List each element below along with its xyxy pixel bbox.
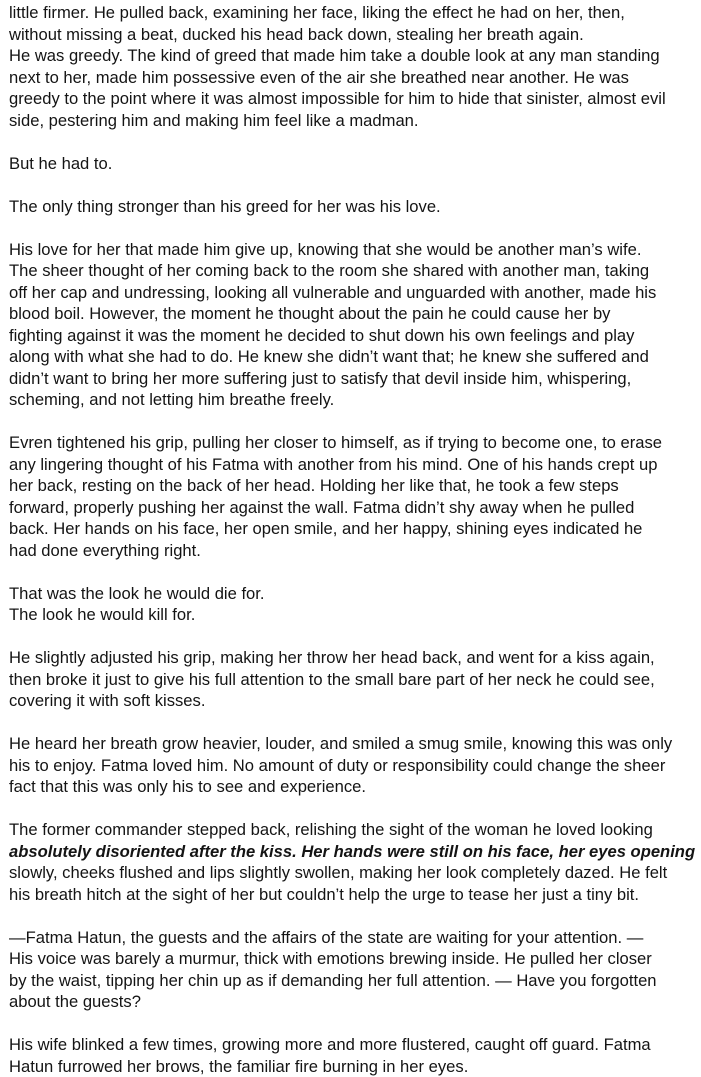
text-line (9, 239, 699, 261)
paragraph (9, 583, 699, 626)
text-segment: He was greedy. The kind of greed that made him take a double look at any man standing (9, 46, 660, 65)
text-line (9, 346, 699, 368)
text-line (9, 2, 699, 24)
text-line (9, 24, 699, 46)
text-line (9, 1034, 699, 1056)
text-segment: about the guests? (9, 992, 141, 1011)
text-segment: back. Her hands on his face, her open smile, and her happy, shining eyes indicated he (9, 519, 642, 538)
text-segment: to enjoy. Fatma loved him. No amount of duty or responsibility could change the sheer (30, 756, 665, 775)
text-line (9, 862, 699, 884)
paragraph (9, 1034, 699, 1077)
text-line (9, 303, 699, 325)
paragraph (9, 733, 699, 798)
text-line (9, 282, 699, 304)
text-segment: his (9, 756, 30, 775)
text-segment: The only thing stronger than his greed for her was his love. (9, 197, 441, 216)
text-line (9, 110, 699, 132)
text-line (9, 454, 699, 476)
text-line (9, 669, 699, 691)
text-line (9, 389, 699, 411)
text-segment: then broke it just to give his full attention to the small bare part of her neck he could see, (9, 670, 655, 689)
text-segment: But he had to. (9, 154, 112, 173)
text-segment: blood boil. However, the moment he thought about the pain he could cause her by (9, 304, 610, 323)
paragraph (9, 153, 699, 175)
text-line (9, 88, 699, 110)
text-line (9, 196, 699, 218)
text-segment: Evren tightened his grip, pulling her closer to himself, as if trying to become one, to erase (9, 433, 662, 452)
text-segment: side, pestering him and making him feel like a madman. (9, 111, 419, 130)
text-line (9, 647, 699, 669)
text-line (9, 604, 699, 626)
text-segment: Hatun furrowed her brows, the familiar fire burning in her eyes. (9, 1057, 468, 1076)
text-line (9, 518, 699, 540)
text-segment: —Fatma Hatun, the guests and the affairs of the state are waiting for your attention. — (9, 928, 643, 947)
paragraph (9, 2, 699, 131)
text-segment: scheming, and not letting him breathe freely. (9, 390, 334, 409)
paragraph (9, 927, 699, 1013)
text-line (9, 733, 699, 755)
text-segment: covering it with soft kisses. (9, 691, 205, 710)
text-segment: off her cap and undressing, looking all vulnerable and unguarded with another, made his (9, 283, 656, 302)
paragraph (9, 432, 699, 561)
text-line (9, 497, 699, 519)
text-segment: His love for her that made him give up, knowing that she would be another man’s wife. (9, 240, 641, 259)
text-segment: He slightly adjusted his grip, making her throw her head back, and went for a kiss again, (9, 648, 655, 667)
text-segment: along with what she had to do. He knew she didn’t want that; he knew she suffered and (9, 347, 649, 366)
text-segment: any lingering thought of his Fatma with another from his mind. One of his hands crept up (9, 455, 657, 474)
text-line (9, 368, 699, 390)
text-segment: without missing a beat, ducked his head back down, stealing her breath again. (9, 25, 584, 44)
text-line (9, 776, 699, 798)
text-segment: forward, properly pushing her against the wall. Fatma didn’t shy away when he pulled (9, 498, 634, 517)
text-line (9, 475, 699, 497)
text-line (9, 948, 699, 970)
text-line (9, 325, 699, 347)
text-line (9, 991, 699, 1013)
text-line (9, 819, 699, 841)
text-segment: His voice was barely a murmur, thick with emotions brewing inside. He pulled her closer (9, 949, 652, 968)
paragraph (9, 819, 699, 905)
text-segment: greedy to the point where it was almost impossible for him to hide that sinister, almost evil (9, 89, 666, 108)
text-line (9, 1056, 699, 1077)
text-segment: her back, resting on the back of her head. Holding her like that, he took a few steps (9, 476, 619, 495)
text-segment: next to her, made him possessive even of the air she breathed near another. He was (9, 68, 629, 87)
text-line (9, 540, 699, 562)
text-line (9, 970, 699, 992)
text-segment: The former commander stepped back, relishing the sight of the woman he loved looking (9, 820, 653, 839)
text-segment: his breath hitch at the sight of her but couldn’t help the urge to tease her just a tiny bit. (9, 885, 639, 904)
emphasized-word: absolutely disoriented after the kiss. Her hands were still on his face, her eyes opening (9, 842, 695, 861)
text-line (9, 884, 699, 906)
text-segment: slowly, cheeks flushed and lips slightly swollen, making her look completely dazed. He felt (9, 863, 667, 882)
text-segment: little firmer. He pulled back, examining her face, liking the effect he had on her, then, (9, 3, 625, 22)
paragraph (9, 647, 699, 712)
text-line (9, 260, 699, 282)
text-segment: didn’t want to bring her more suffering just to satisfy that devil inside him, whispering, (9, 369, 631, 388)
text-line (9, 927, 699, 949)
text-segment: had done everything right. (9, 541, 201, 560)
text-line (9, 583, 699, 605)
text-line (9, 690, 699, 712)
text-segment: The sheer thought of her coming back to the room she shared with another man, taking (9, 261, 649, 280)
text-segment: He heard her breath grow heavier, louder, and smiled a smug smile, knowing this was only (9, 734, 672, 753)
text-segment: The look he would kill for. (9, 605, 195, 624)
document-body (9, 2, 699, 1077)
text-line (9, 153, 699, 175)
text-line (9, 45, 699, 67)
text-line (9, 432, 699, 454)
text-line (9, 841, 699, 863)
text-segment: His wife blinked a few times, growing more and more flustered, caught off guard. Fatma (9, 1035, 651, 1054)
paragraph (9, 239, 699, 411)
text-line (9, 67, 699, 89)
text-line (9, 755, 699, 777)
text-segment: by the waist, tipping her chin up as if demanding her full attention. — Have you forgotten (9, 971, 657, 990)
paragraph (9, 196, 699, 218)
text-segment: fact that this was only his to see and experience. (9, 777, 366, 796)
text-segment: That was the look he would die for. (9, 584, 265, 603)
text-segment: fighting against it was the moment he decided to shut down his own feelings and play (9, 326, 634, 345)
